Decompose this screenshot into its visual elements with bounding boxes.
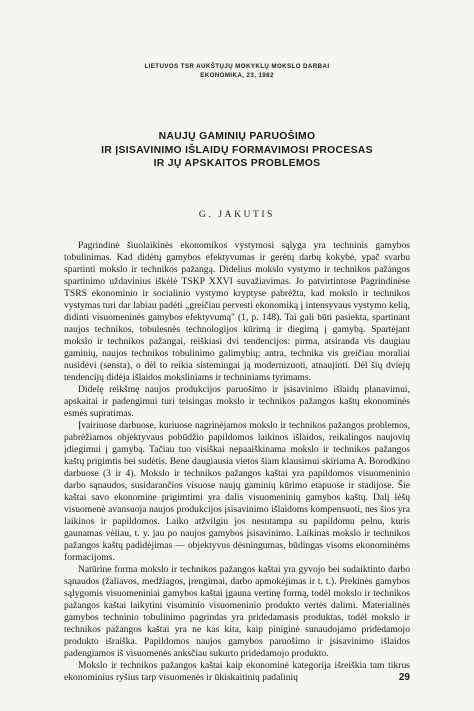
article-title — [0, 130, 474, 171]
paragraph: Natūrine forma mokslo ir technikos pažangos kaštai yra gyvojo bei sudaiktinto darbo sąnaudos (žaliavos, medžiagos, įrengimai, darbo apmokėjimas ir t. t.). Prekinės gamybos sąlygomis visuomeniniai gamybos kaštai įgauna vertinę formą, todėl mokslo ir technikos pažangos kaštai laikytini visuminio visuomeninio produkto vertės dalimi. Materialinės gamybos techninio tobulinimo pagrindas yra pridedamasis produktas, todėl mokslo ir technikos pažangos kaštai yra ne kas kita, kaip piniginė sunaudojamo pridedamojo produkto išraiška. Papildomos naujos gamybos paruošimo ir įsisavinimo išlaidos padengiamos iš visuomenės anksčiau sukurto pridedamojo produkto. — [64, 564, 410, 659]
journal-issue: EKONOMIKA, 23, 1982 — [200, 72, 274, 79]
title-line-1: NAUJŲ GAMINIŲ PARUOŠIMO — [158, 131, 316, 142]
journal-name: LIETUVOS TSR AUKŠTŲJŲ MOKYKLŲ MOKSLO DARBAI — [144, 63, 330, 70]
author-name: G. JAKUTIS — [198, 210, 276, 220]
paragraph: Įvairiuose darbuose, kuriuose nagrinėjamos mokslo ir technikos pažangos problemos, pabrėžiamos objektyvaus pobūdžio papildomos laikinos išlaidos, reikalingos naujovių įdiegimui į gamybą. Tačiau tuo visiškai nepaaiškinama mokslo ir technikos pažangos kaštų prigimtis bei sudėtis. Bene daugiausia vietos šiam klausimui skiriama A. Borodkino darbuose (3 ir 4). Mokslo ir technikos pažangos kaštai yra papildomos visuomeninio darbo sąnaudos, susidarančios visuose naujų gaminių kūrimo etapuose ir stadijose. Šie kaštai savo ekonomine prigimtimi yra dalis visuomeninių gamybos kaštų. Dalį lėšų visuomenė avansuoja naujos produkcijos įsisavinimo išlaidoms kompensuoti, nes šios yra laikinos ir papildomos. Laiko atžvilgiu jos nesutampa su papildomu pelnu, kuris gaunamas vėliau, t. y. jau po naujos gamybos įsisavinimo. Laikinas mokslo ir technikos pažangos kaštų padidėjimas — objektyvus dėsningumas, būdingas visoms ekonominėms formacijoms. — [64, 420, 410, 563]
title-line-3: IR JŲ APSKAITOS PROBLEMOS — [153, 158, 321, 169]
paragraph: Pagrindinė šiuolaikinės ekonomikos vystymosi sąlyga yra techninis gamybos tobulinimas. Kad didėtų gamybos efektyvumas ir gerėtų darbų kokybė, ypač svarbu spartinti mokslo ir technikos pažangą. Didelius mokslo vystymo ir technikos pažangos spartinimo uždavinius iškėlė TSKP XXVI suvažiavimas. Jo patvirtintose Pagrindinėse TSRS ekonominio ir socialinio vystymo kryptyse pabrėžta, kad mokslo ir technikos vystymas turi dar labiau padėti „greičiau pervesti ekonomiką į intensyvaus vystymo kelią, didinti visuomeninės gamybos efektyvumą" (1, p. 148). Tai gali būti pasiekta, spartinant naujos technikos, tobulesnės technologijos kūrimą ir diegimą į gamybą. Spartėjant mokslo ir technikos pažangai, reiškiasi dvi tendencijos: pirma, atsiranda vis daugiau gaminių, naujos technikos tobulinimo galimybių; antra, technika vis greičiau moraliai nusidėvi (sensta), o dėl to reikia sistemingai ją modernizuoti, atnaujinti. Dėl šių dviejų tendencijų didėja išlaidos moksliniams ir techniniams tyrimams. — [64, 240, 410, 383]
page-number: 29 — [398, 672, 410, 683]
article-body — [64, 240, 410, 684]
paragraph: Mokslo ir technikos pažangos kaštai kaip ekonominė kategorija išreiškia tam tikrus ekonominius ryšius tarp visuomenės ir ūkiskaitinių padalinių — [64, 660, 410, 683]
journal-header — [0, 62, 474, 80]
paragraph: Didelę reikšmę naujos produkcijos paruošimo ir įsisavinimo išlaidų planavimui, apskaitai ir padengimui turi teisingas mokslo ir technikos pažangos kaštų ekonominės esmės supratimas. — [64, 384, 410, 419]
title-line-2: IR ĮSISAVINIMO IŠLAIDŲ FORMAVIMOSI PROCESAS — [101, 144, 373, 156]
